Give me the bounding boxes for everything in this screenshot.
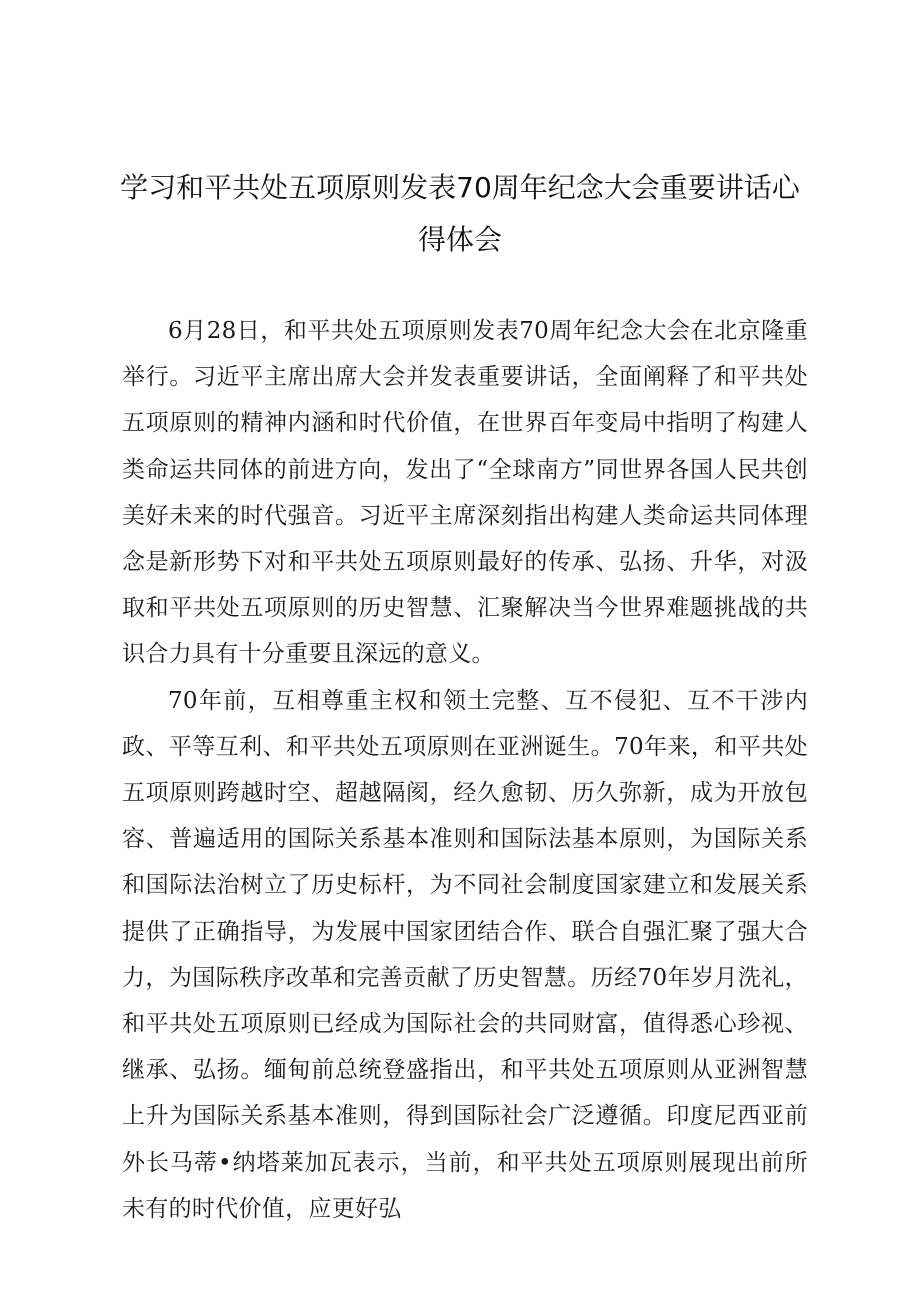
document-title: 学习和平共处五项原则发表70周年纪念大会重要讲话心得体会 xyxy=(120,171,800,256)
paragraph-1: 6月28日，和平共处五项原则发表70周年纪念大会在北京隆重举行。习近平主席出席大会并发表重要讲话，全面阐释了和平共处五项原则的精神内涵和时代价值，在世界百年变局中指明了构建人类命运共同体的前进方向，发出了“全球南方”同世界各国人民共创美好未来的时代强音。习近平主席深刻指出构建人类命运共同体理念是新形势下对和平共处五项原则最好的传承、弘扬、升华，对汲取和平共处五项原则的历史智慧、汇聚解决当今世界难题挑战的共识合力具有十分重要且深远的意义。 xyxy=(122,318,808,668)
document-body xyxy=(122,308,808,1232)
paragraph-2: 70年前，互相尊重主权和领土完整、互不侵犯、互不干涉内政、平等互利、和平共处五项原则在亚洲诞生。70年来，和平共处五项原则跨越时空、超越隔阂，经久愈韧、历久弥新，成为开放包容、普遍适用的国际关系基本准则和国际法基本原则，为国际关系和国际法治树立了历史标杆，为不同社会制度国家建立和发展关系提供了正确指导，为发展中国家团结合作、联合自强汇聚了强大合力，为国际秩序改革和完善贡献了历史智慧。历经70年岁月洗礼，和平共处五项原则已经成为国际社会的共同财富，值得悉心珍视、继承、弘扬。缅甸前总统登盛指出，和平共处五项原则从亚洲智慧上升为国际关系基本准则，得到国际社会广泛遵循。印度尼西亚前外长马蒂•纳塔莱加瓦表示，当前，和平共处五项原则展现出前所未有的时代价值，应更好弘 xyxy=(122,687,808,1222)
